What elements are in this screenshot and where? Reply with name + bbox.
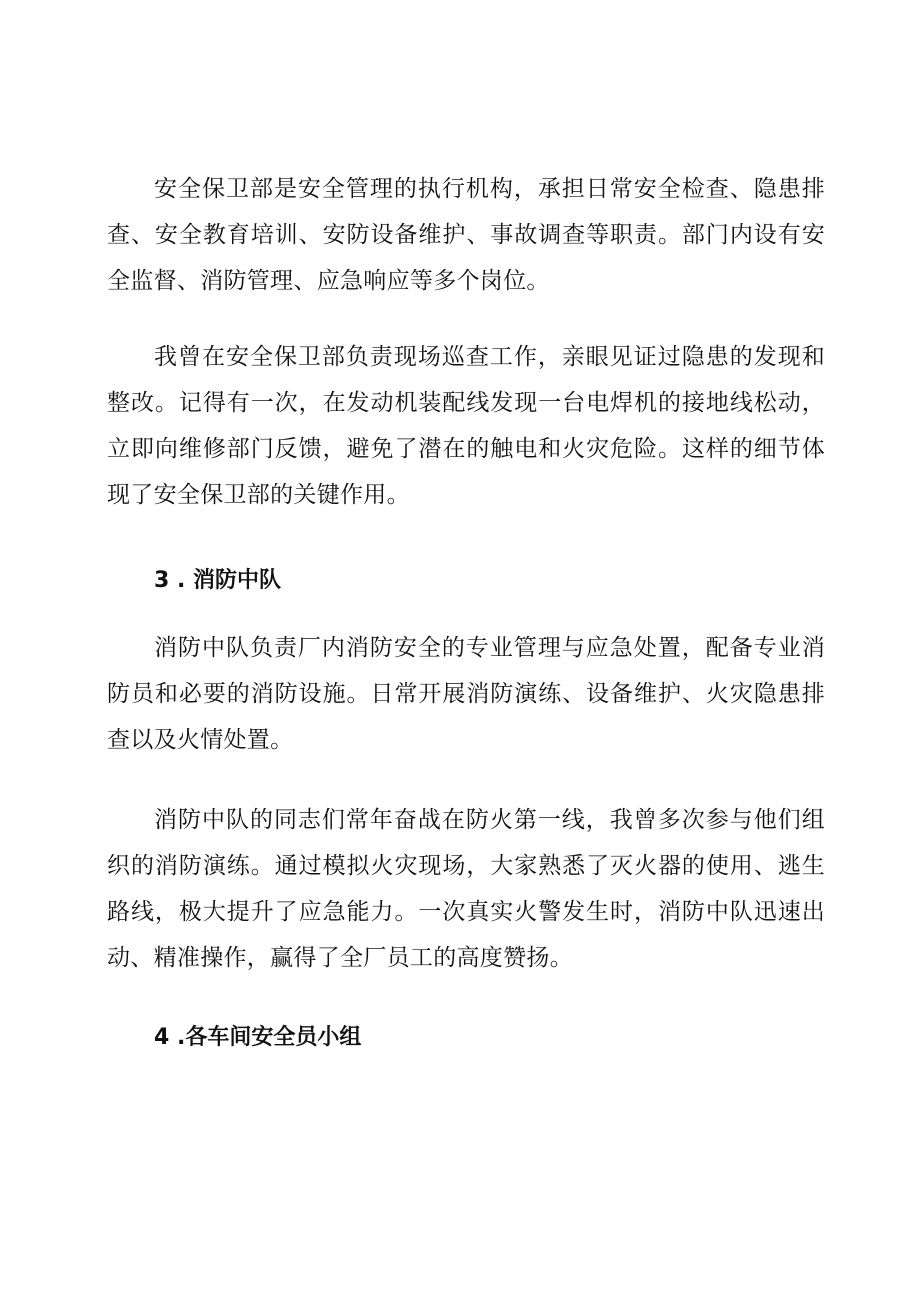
section-heading-workshop-safety-teams: 4 .各车间安全员小组: [154, 1025, 362, 1050]
paragraph-security-department-duties: 安全保卫部是安全管理的执行机构，承担日常安全检查、隐患排查、安全教育培训、安防设备维护、事故调查等职责。部门内设有安全监督、消防管理、应急响应等多个岗位。: [107, 176, 825, 294]
paragraph-security-inspection-experience: 我曾在安全保卫部负责现场巡查工作，亲眼见证过隐患的发现和整改。记得有一次，在发动机装配线发现一台电焊机的接地线松动，立即向维修部门反馈，避免了潜在的触电和火灾危险。这样的细节体现了安全保卫部的关键作用。: [107, 344, 825, 508]
paragraph-fire-brigade-duties: 消防中队负责厂内消防安全的专业管理与应急处置，配备专业消防员和必要的消防设施。日常开展消防演练、设备维护、火灾隐患排查以及火情处置。: [107, 635, 825, 753]
paragraph-fire-drill-experience: 消防中队的同志们常年奋战在防火第一线，我曾多次参与他们组织的消防演练。通过模拟火灾现场，大家熟悉了灭火器的使用、逃生路线，极大提升了应急能力。一次真实火警发生时，消防中队迅速出动、精准操作，赢得了全厂员工的高度赞扬。: [107, 807, 825, 971]
section-heading-fire-brigade: 3 . 消防中队: [154, 568, 281, 593]
